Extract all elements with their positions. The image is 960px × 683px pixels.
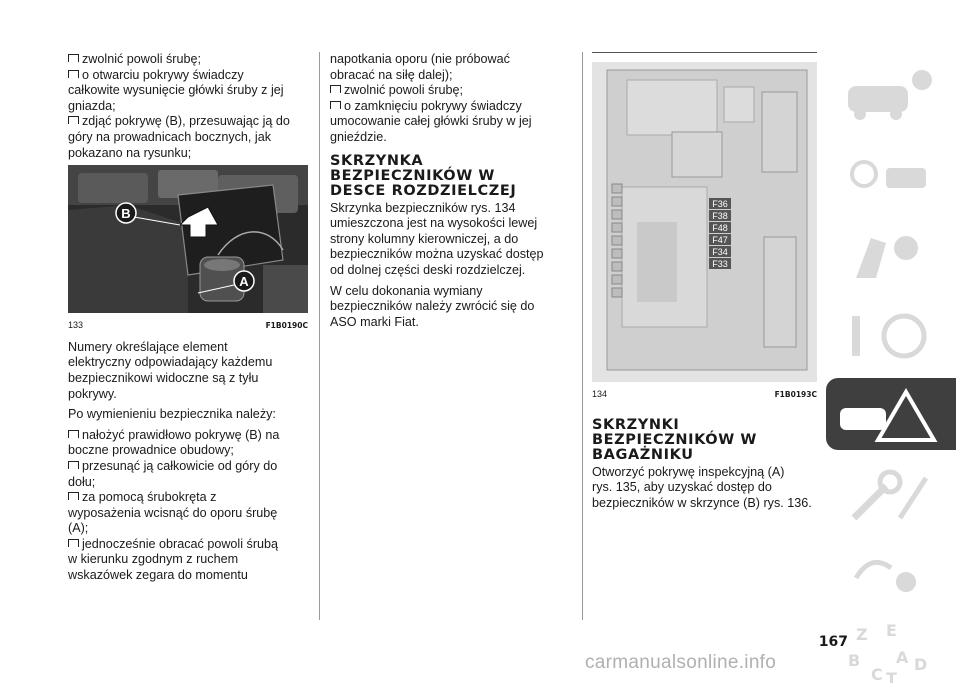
text-line: ASO marki Fiat. (330, 314, 419, 329)
index-letter: T (886, 669, 897, 683)
fuse-slot (612, 197, 622, 206)
text-line: Numery określające element (68, 339, 228, 354)
chapter-tabs (826, 58, 956, 683)
text-line: Skrzynka bezpieczników rys. 134 (330, 200, 516, 215)
fuse-slot (612, 249, 622, 258)
left-paragraph-2: Po wymienieniu bezpiecznika należy: (68, 407, 276, 422)
text-line: dołu; (68, 474, 96, 489)
fuse-label: F36 (712, 199, 728, 209)
text-line: wyposażenia wcisnąć do oporu śrubę (68, 505, 278, 520)
fuse-slot (612, 210, 622, 219)
watermark: carmanualsonline.info (585, 652, 777, 673)
bullet-item: przesunąć ją całkowicie od góry do (68, 459, 308, 475)
chapter-tab-4[interactable] (826, 298, 956, 370)
chapter-tab-7[interactable] (826, 538, 956, 610)
left-instructions-bottom (68, 428, 308, 584)
index-letter: C (871, 665, 883, 683)
text-line: w kierunku zgodnym z ruchem (68, 552, 239, 567)
middle-instructions-top (330, 52, 572, 146)
multimedia-icon (826, 538, 956, 610)
callout-b: B (121, 206, 131, 222)
middle-paragraph-2 (330, 284, 572, 331)
bullet-item: o zamknięciu pokrywy świadczy (330, 99, 572, 115)
fuse-box-diagram (592, 62, 817, 382)
chapter-tab-2[interactable] (826, 138, 956, 210)
fuse-label: F48 (712, 223, 728, 233)
text-line: bezpieczników można uzyskać dostęp (330, 247, 544, 262)
left-column (68, 52, 308, 584)
text-line: całkowite wysunięcie główki śruby z jej (68, 83, 284, 98)
text-line: pokazano na rysunku; (68, 145, 192, 160)
fuse-slot (612, 184, 622, 193)
seat-airbag-icon (826, 218, 956, 290)
text-line: umieszczona jest na wysokości lewej (330, 216, 538, 231)
text-line: góry na prowadnicach bocznych, jak (68, 129, 272, 144)
index-letter: D (914, 655, 928, 674)
figure-code: F1B0193C (774, 389, 817, 399)
index-letter: E (886, 621, 897, 640)
fuse-label: F47 (712, 235, 728, 245)
text-line: od dolnej części deski rozdzielczej. (330, 262, 526, 277)
figure-code: F1B0190C (265, 320, 308, 330)
text-line: gnieździe. (330, 129, 387, 144)
heading-line: SKRZYNKA (330, 152, 424, 169)
text-line: rys. 135, aby uzyskać dostęp do (592, 480, 772, 495)
text-line: strony kolumny kierowniczej, a do (330, 231, 519, 246)
figure-134-caption (592, 389, 817, 400)
text-line: bezpieczników w skrzynce (B) rys. 136. (592, 495, 812, 510)
column-divider-left (319, 52, 320, 620)
heading-line: SKRZYNKI (592, 416, 680, 433)
index-letter: B (848, 651, 861, 670)
index-letter: A (896, 648, 909, 667)
column-divider-right (582, 52, 583, 620)
text-line: obracać na siłę dalej); (330, 67, 453, 82)
section-heading-dashboard-fuses (330, 154, 572, 199)
text-line: bezpieczników należy zwrócić się do (330, 299, 535, 314)
fuse-label: F34 (712, 247, 728, 257)
heading-line: DESCE ROZDZIELCZEJ (330, 182, 517, 199)
fuse-slot (612, 262, 622, 271)
figure-133 (68, 165, 308, 331)
text-line: (A); (68, 521, 89, 536)
bullet-item: nałożyć prawidłowo pokrywę (B) na (68, 428, 308, 444)
middle-paragraph-1 (330, 201, 572, 279)
wrench-maintenance-icon (826, 458, 956, 530)
bullet-item: o otwarciu pokrywy świadczy (68, 68, 308, 84)
text-line: bezpiecznikowi widoczne są z tyłu (68, 370, 259, 385)
text-line: gniazda; (68, 98, 116, 113)
figure-number: 133 (68, 319, 84, 330)
car-info-icon (826, 58, 956, 130)
chapter-tab-6[interactable] (826, 458, 956, 530)
right-paragraph (592, 465, 817, 512)
heading-line: BEZPIECZNIKÓW W (330, 167, 496, 184)
figure-134 (592, 62, 817, 400)
left-paragraph-1 (68, 340, 308, 402)
index-letter: Z (856, 625, 868, 644)
key-steering-icon (826, 298, 956, 370)
right-column (592, 52, 817, 511)
fuse-label: F38 (712, 211, 728, 221)
fuse-slot (612, 288, 622, 297)
text-line: wskazówek zegara do momentu (68, 568, 248, 583)
heading-line: BEZPIECZNIKÓW W (592, 431, 758, 448)
chapter-tab-5[interactable] (826, 378, 956, 450)
fuse-slot (612, 275, 622, 284)
fuse-cover-photo (68, 165, 308, 313)
chapter-tab-1[interactable] (826, 58, 956, 130)
figure-133-caption (68, 320, 308, 331)
text-line: boczne prowadnice obudowy; (68, 443, 234, 458)
heading-line: BAGAŻNIKU (592, 446, 694, 463)
dashboard-lights-icon (826, 138, 956, 210)
fuse-label: F33 (712, 259, 728, 269)
page-number: 167 (818, 634, 848, 650)
fuse-slot (612, 223, 622, 232)
chapter-tab-3[interactable] (826, 218, 956, 290)
bullet-item: zdjąć pokrywę (B), przesuwając ją do (68, 114, 308, 130)
bullet-item: zwolnić powoli śrubę; (68, 52, 308, 68)
text-line: umocowanie całej główki śruby w jej (330, 114, 532, 129)
bullet-item: jednocześnie obracać powoli śrubą (68, 537, 308, 553)
bullet-item: za pomocą śrubokręta z (68, 490, 308, 506)
figure-number: 134 (592, 388, 608, 399)
alphabetical-index-icon (826, 618, 956, 683)
text-line: Otworzyć pokrywę inspekcyjną (A) (592, 464, 785, 479)
car-crash-warning-icon (826, 378, 956, 450)
text-line: W celu dokonania wymiany (330, 283, 483, 298)
middle-column (330, 52, 572, 330)
callout-a: A (239, 274, 249, 290)
text-line: pokrywy. (68, 386, 117, 401)
chapter-tab-8[interactable] (826, 618, 956, 683)
bullet-item: zwolnić powoli śrubę; (330, 83, 572, 99)
left-instructions-top (68, 52, 308, 161)
text-line: elektryczny odpowiadający każdemu (68, 355, 273, 370)
text-line: napotkania oporu (nie próbować (330, 52, 510, 66)
section-heading-trunk-fuses (592, 418, 817, 463)
fuse-slot (612, 236, 622, 245)
